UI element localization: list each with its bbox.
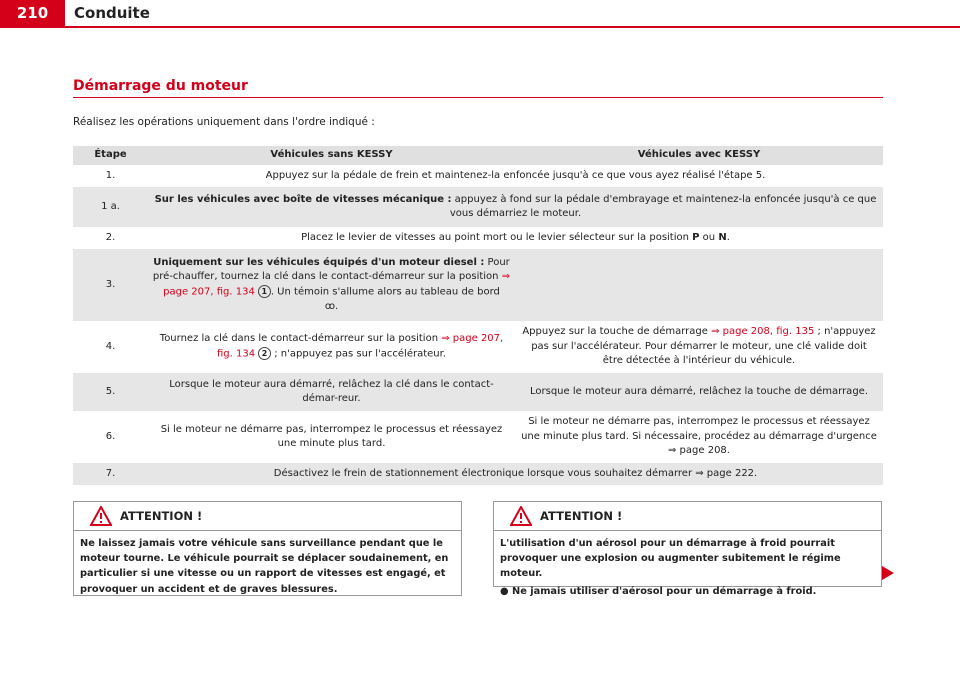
callout-badge: 2 bbox=[258, 347, 271, 360]
step-text-part: . bbox=[335, 300, 339, 312]
warning-box-left bbox=[73, 501, 462, 596]
page-number: 210 bbox=[0, 0, 65, 26]
position-n: N bbox=[718, 231, 727, 243]
step-text-with-kessy: Si le moteur ne démarre pas, interrompez le processus et réessayez une minute plus tard. Si nécessaire, procédez au démarrage d'urgence ⇒ page 208. bbox=[521, 416, 877, 457]
warning-triangle-icon bbox=[90, 506, 112, 526]
header-with-kessy: Véhicules avec KESSY bbox=[637, 149, 761, 161]
step-text-without-kessy bbox=[148, 332, 515, 362]
step-number: 5. bbox=[105, 385, 116, 397]
step-number: 7. bbox=[105, 467, 116, 479]
page-link[interactable]: ⇒ page 207, fig. 134 bbox=[163, 271, 511, 298]
table-row bbox=[73, 373, 883, 411]
step-number: 1 a. bbox=[101, 200, 120, 212]
step-number: 1. bbox=[105, 169, 116, 181]
step-text-part: ; n'appuyez pas sur l'accélérateur. bbox=[271, 348, 447, 360]
table-row bbox=[73, 165, 883, 187]
step-text-rest: appuyez à fond sur la pédale d'embrayage et maintenez-la enfoncée jusqu'à ce que vous démarriez le moteur. bbox=[449, 193, 877, 219]
step-text-with-kessy: Lorsque le moteur aura démarré, relâchez la touche de démarrage. bbox=[529, 385, 868, 397]
warning-bullet-text: Ne jamais utiliser d'aérosol pour un démarrage à froid. bbox=[512, 585, 817, 597]
position-p: P bbox=[692, 231, 700, 243]
warning-header bbox=[494, 502, 881, 531]
chapter-title: Conduite bbox=[74, 4, 150, 22]
header-without-kessy: Véhicules sans KESSY bbox=[270, 149, 393, 161]
bullet-icon: ● bbox=[500, 585, 509, 597]
step-text-part: Appuyez sur la touche de démarrage bbox=[522, 326, 712, 338]
step-bold-text: Sur les véhicules avec boîte de vitesses mécanique : bbox=[154, 193, 452, 205]
table-row bbox=[73, 227, 883, 249]
step-text-without-kessy: Lorsque le moteur aura démarré, relâchez la clé dans le contact-démar-reur. bbox=[169, 378, 494, 404]
header-step: Étape bbox=[94, 149, 127, 161]
step-text-part: Placez le levier de vitesses au point mort ou le levier sélecteur sur la position bbox=[301, 231, 693, 243]
step-number: 3. bbox=[105, 278, 116, 290]
step-number: 4. bbox=[105, 340, 116, 352]
warning-text: L'utilisation d'un aérosol pour un démarrage à froid pourrait provoquer une explosion ou augmenter subitement le régime moteur. bbox=[500, 538, 841, 580]
table-row bbox=[73, 321, 883, 373]
page-link[interactable]: ⇒ page 208, fig. 135 bbox=[711, 326, 815, 338]
step-text: Désactivez le frein de stationnement électronique lorsque vous souhaitez démarrer ⇒ page 222. bbox=[273, 467, 758, 479]
steps-table bbox=[73, 146, 883, 485]
warning-header bbox=[74, 502, 461, 531]
table-header-row bbox=[73, 146, 883, 165]
step-text-without-kessy: Si le moteur ne démarre pas, interrompez le processus et réessayez une minute plus tard. bbox=[160, 423, 503, 449]
step-text-part: . Un témoin s'allume alors au tableau de bord bbox=[270, 286, 500, 298]
step-text bbox=[148, 256, 515, 315]
step-text: Appuyez sur la pédale de frein et maintenez-la enfoncée jusqu'à ce que vous ayez réalisé l'étape 5. bbox=[265, 169, 766, 181]
table-row bbox=[73, 463, 883, 485]
step-text-part: ; n'appuyez pas sur l'accélérateur. Pour démarrer le moteur, une clé valide doit être détectée à l'intérieur du véhicule. bbox=[531, 326, 876, 367]
section-title: Démarrage du moteur bbox=[73, 78, 883, 98]
step-number: 6. bbox=[105, 430, 116, 442]
table-row bbox=[73, 249, 883, 321]
warning-text-block bbox=[494, 531, 881, 604]
step-text-part: Tournez la clé dans le contact-démarreur sur la position bbox=[159, 333, 442, 345]
intro-text: Réalisez les opérations uniquement dans l'ordre indiqué : bbox=[73, 116, 375, 128]
step-text bbox=[148, 231, 883, 246]
step-text-with-kessy bbox=[515, 325, 883, 369]
page-header bbox=[0, 0, 960, 28]
warning-box-right bbox=[493, 501, 882, 597]
step-number: 2. bbox=[105, 231, 116, 243]
glow-plug-icon: ꝏ bbox=[324, 300, 335, 312]
step-text bbox=[148, 193, 883, 222]
warning-text: Ne laissez jamais votre véhicule sans surveillance pendant que le moteur tourne. Le véhicule pourrait se déplacer soudainement, en particulier si une vitesse ou un rapport de vitesses est engagé, et provoquer un accident et de graves blessures. bbox=[80, 538, 449, 595]
warning-title: ATTENTION ! bbox=[120, 509, 203, 523]
next-page-arrow-icon[interactable] bbox=[882, 566, 894, 580]
step-text-part: . bbox=[726, 231, 730, 243]
step-text-part: ou bbox=[699, 231, 719, 243]
step-text-part: Pour pré-chauffer, tournez la clé dans le contact-démarreur sur la position bbox=[152, 256, 510, 283]
table-row bbox=[73, 411, 883, 463]
warning-triangle-icon bbox=[510, 506, 532, 526]
warning-bullet bbox=[500, 584, 875, 599]
table-row bbox=[73, 187, 883, 227]
step-bold-text: Uniquement sur les véhicules équipés d'un moteur diesel : bbox=[153, 256, 485, 268]
page-link[interactable]: ⇒ page 207, fig. 134 bbox=[216, 333, 504, 360]
warning-title: ATTENTION ! bbox=[540, 509, 623, 523]
callout-badge: 1 bbox=[258, 285, 271, 298]
